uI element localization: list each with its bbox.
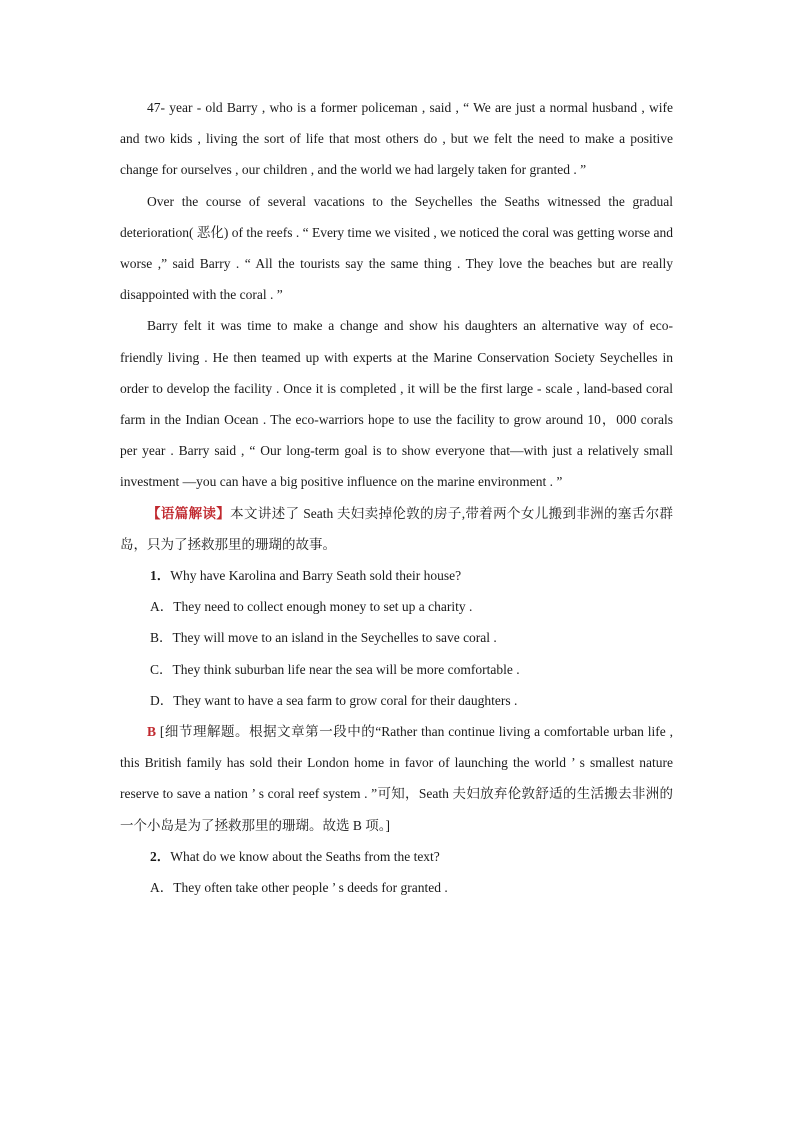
question-1-number: 1． [150, 568, 171, 584]
question-1-stem [120, 560, 673, 591]
reading-summary-text: 本文讲述了 Seath 夫妇卖掉伦敦的房子,带着两个女儿搬到非洲的塞舌尔群岛，只为了拯救那里的珊瑚的故事。 [120, 505, 673, 552]
question-1-option-b: B．They will move to an island in the Seychelles to save coral . [150, 630, 497, 646]
reading-summary-tag: 【语篇解读】 [147, 505, 231, 521]
question-1-explanation: [细节理解题。根据文章第一段中的“Rather than continue living a comfortable urban life , this British family has sold their London home in favor of launching the world ’ s smallest nature reserve to save a nation ’ s coral reef system . ”可知，Seath 夫妇放弃伦敦舒适的生活搬去非洲的一个小岛是为了拯救那里的珊瑚。故选 B 项。] [120, 724, 673, 833]
question-1-option-a: A．They need to collect enough money to set up a charity . [150, 599, 473, 615]
question-2-text: What do we know about the Seaths from the text? [170, 848, 440, 864]
question-1-text: Why have Karolina and Barry Seath sold their house? [170, 568, 462, 584]
question-2-stem [120, 841, 673, 872]
question-2-number: 2． [150, 848, 171, 864]
question-1-answer-letter: B [147, 724, 157, 740]
passage-paragraph-1: 47- year - old Barry , who is a former policeman , said , “ We are just a normal husband , wife and two kids , living the sort of life that most others do , but we felt the need to make a positive change for ourselves , our children , and the world we had largely taken for granted . ” [120, 100, 673, 178]
passage-paragraph-2: Over the course of several vacations to the Seychelles the Seaths witnessed the gradual deterioration( 恶化) of the reefs . “ Every time we visited , we noticed the coral was getting worse and worse ,” said Barry . “ All the tourists say the same thing . They love the beaches but are really disappointed with the coral . ” [120, 193, 673, 303]
reading-summary [120, 498, 673, 560]
question-1-option-c: C．They think suburban life near the sea will be more comfortable . [150, 661, 520, 677]
question-1-answer [120, 716, 673, 841]
passage-paragraph-3: Barry felt it was time to make a change and show his daughters an alternative way of eco-friendly living . He then teamed up with experts at the Marine Conservation Society Seychelles in order to develop the facility . Once it is completed , it will be the first large - scale , land-based coral farm in the Indian Ocean . The eco-warriors hope to use the facility to grow around 10，000 corals per year . Barry said , “ Our long-term goal is to show everyone that—with just a relatively small investment —you can have a big positive influence on the marine environment . ” [120, 318, 673, 490]
document-page [120, 92, 673, 903]
question-1-option-d: D．They want to have a sea farm to grow coral for their daughters . [150, 692, 518, 708]
question-2-option-a: A．They often take other people ’ s deeds for granted . [150, 880, 448, 896]
